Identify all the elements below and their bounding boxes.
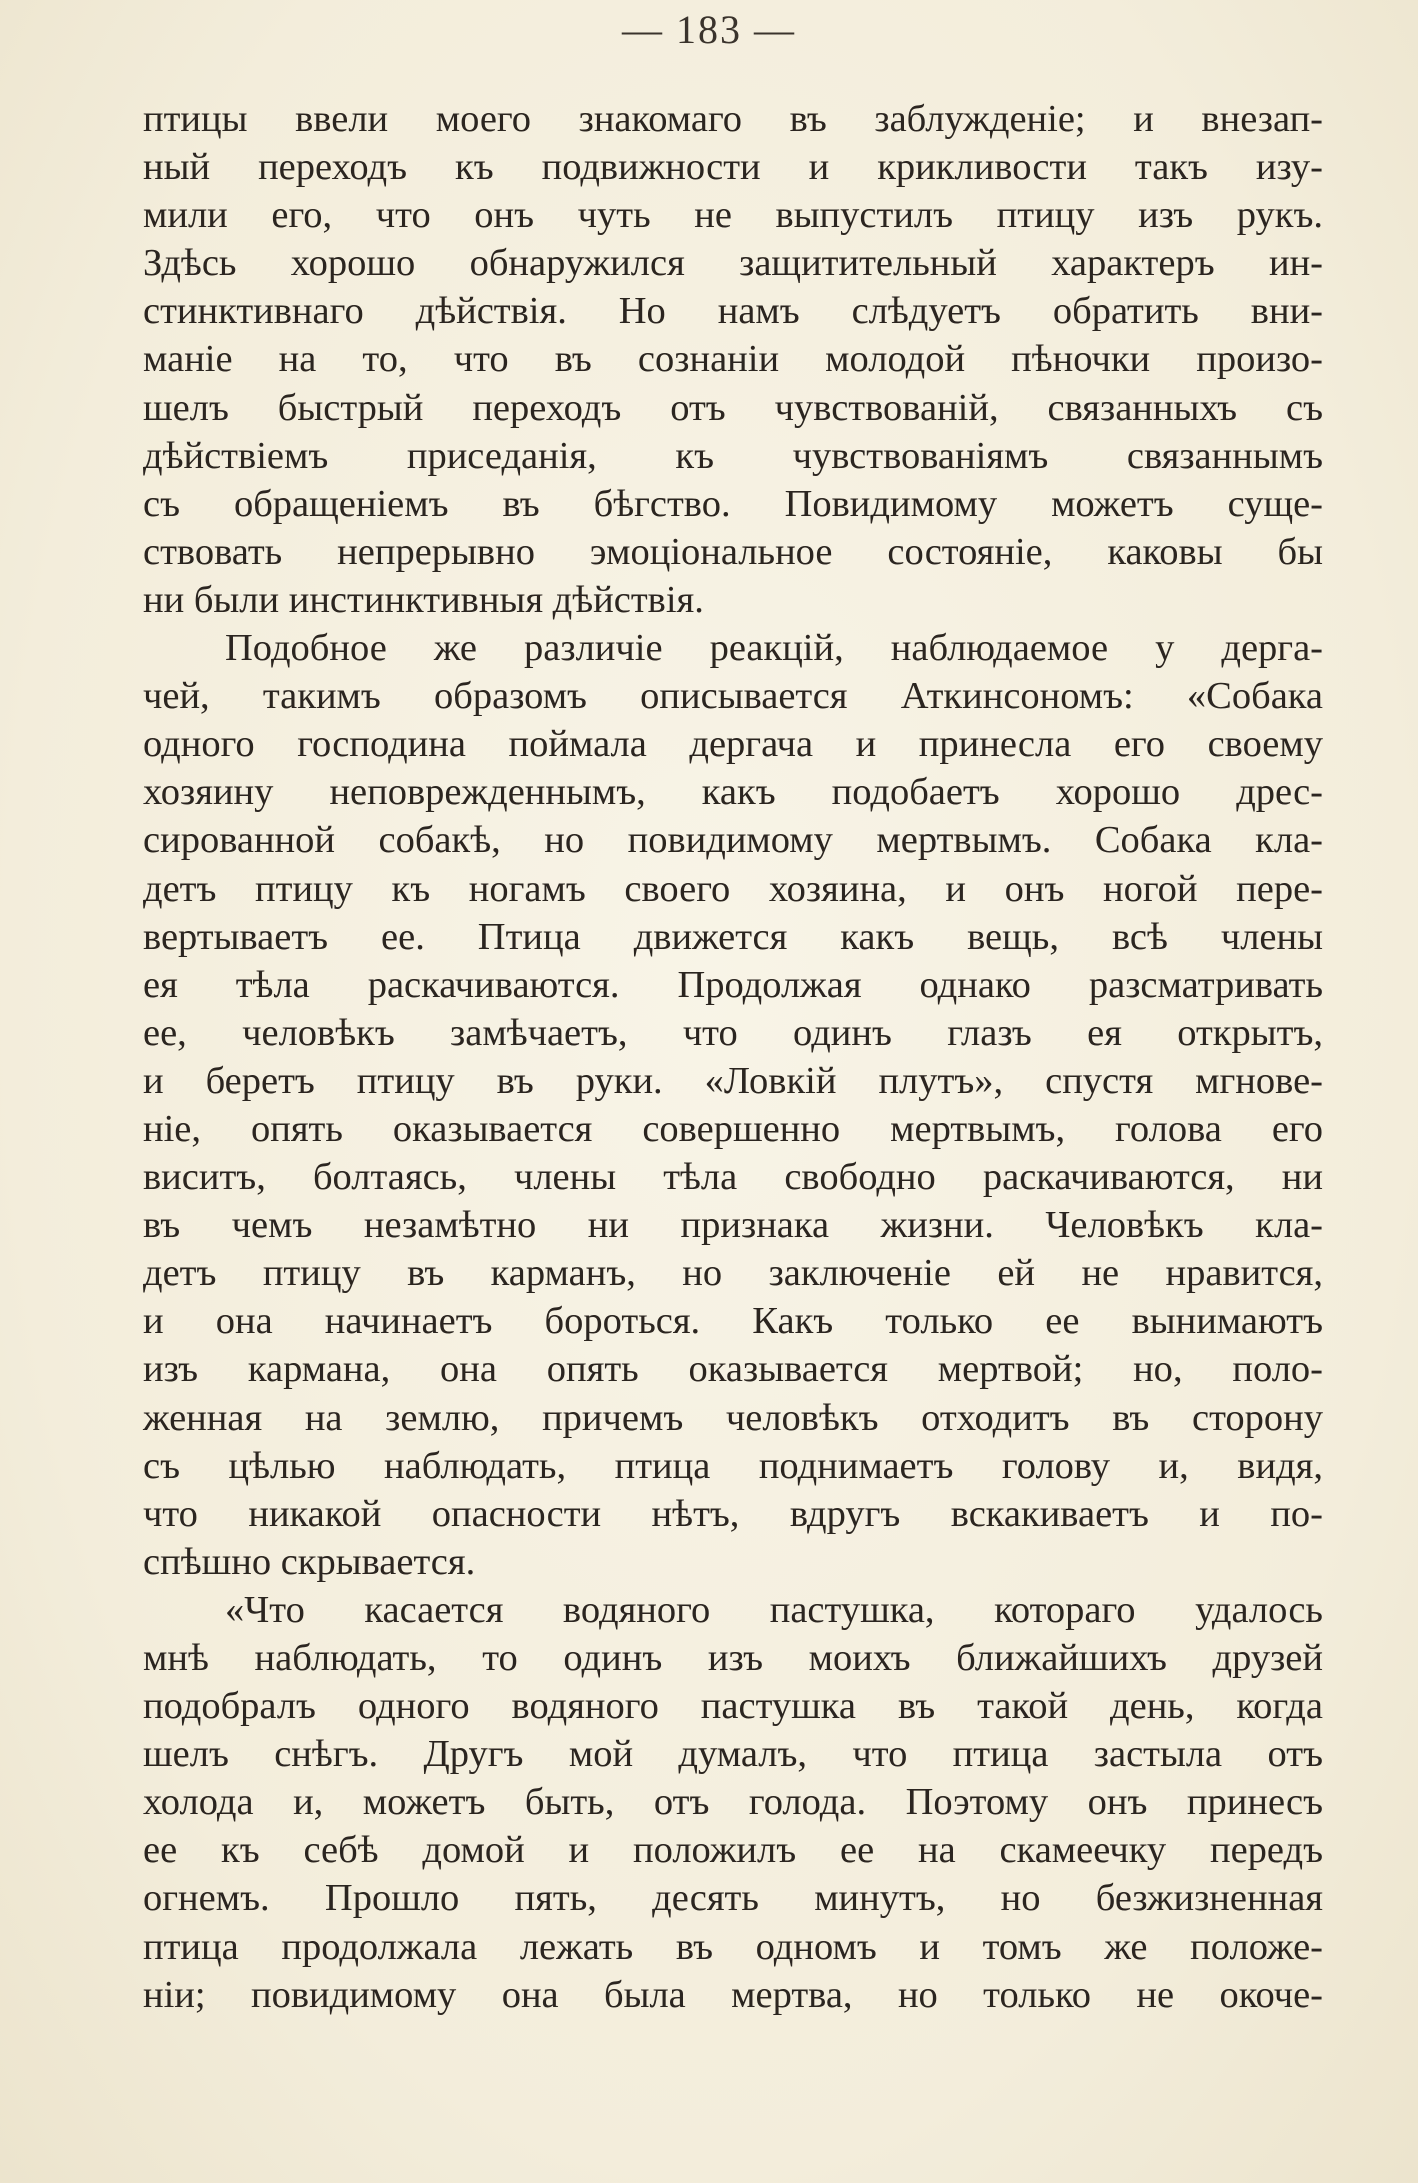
text-line: детъ птицу къ ногамъ своего хозяина, и онъ ногой пере-	[143, 867, 1323, 910]
text-line: и она начинаетъ бороться. Какъ только ее вынимаютъ	[143, 1300, 1323, 1343]
text-line: огнемъ. Прошло пять, десять минутъ, но безжизненная	[143, 1877, 1323, 1920]
text-line: шелъ снѣгъ. Другъ мой думалъ, что птица застыла отъ	[143, 1733, 1323, 1776]
text-line: ее къ себѣ домой и положилъ ее на скамеечку передъ	[143, 1829, 1323, 1872]
text-line: и беретъ птицу въ руки. «Ловкій плутъ», спустя мгнове-	[143, 1059, 1323, 1102]
text-line: ее, человѣкъ замѣчаетъ, что одинъ глазъ ея открытъ,	[143, 1011, 1323, 1054]
text-line: ніи; повидимому она была мертва, но только не окоче-	[143, 1973, 1323, 2016]
text-line: одного господина поймала дергача и принесла его своему	[143, 723, 1323, 766]
text-line: ніе, опять оказывается совершенно мертвымъ, голова его	[143, 1107, 1323, 1150]
text-line: птицы ввели моего знакомаго въ заблужденіе; и внезап-	[143, 98, 1323, 140]
text-line: шелъ быстрый переходъ отъ чувствованій, связанныхъ съ	[143, 386, 1323, 429]
text-line: маніе на то, что въ сознаніи молодой пѣночки произо-	[143, 338, 1323, 381]
text-line: что никакой опасности нѣтъ, вдругъ вскакиваетъ и по-	[143, 1492, 1323, 1535]
text-line: хозяину неповрежденнымъ, какъ подобаетъ хорошо дрес-	[143, 771, 1323, 814]
text-line: сированной собакѣ, но повидимому мертвымъ. Собака кла-	[143, 819, 1323, 862]
text-line: въ чемъ незамѣтно ни признака жизни. Человѣкъ кла-	[143, 1204, 1323, 1247]
text-line: мили его, что онъ чуть не выпустилъ птицу изъ рукъ.	[143, 194, 1323, 237]
text-line: птица продолжала лежать въ одномъ и томъ же положе-	[143, 1925, 1323, 1968]
text-line: Подобное же различіе реакцій, наблюдаемое у дерга-	[225, 627, 1323, 670]
text-line: холода и, можетъ быть, отъ голода. Поэтому онъ принесъ	[143, 1781, 1323, 1824]
paragraph	[143, 1586, 1323, 2019]
text-line: виситъ, болтаясь, члены тѣла свободно раскачиваются, ни	[143, 1156, 1323, 1199]
text-line: съ цѣлью наблюдать, птица поднимаетъ голову и, видя,	[143, 1444, 1323, 1487]
text-line: детъ птицу въ карманъ, но заключеніе ей не нравится,	[143, 1252, 1323, 1295]
text-line: Здѣсь хорошо обнаружился защитительный характеръ ин-	[143, 242, 1323, 285]
text-line: ни были инстинктивныя дѣйствія.	[143, 578, 704, 621]
paragraph	[143, 95, 1323, 624]
text-line: мнѣ наблюдать, то одинъ изъ моихъ ближайшихъ друзей	[143, 1637, 1323, 1679]
page-number: — 183 —	[622, 7, 796, 52]
text-line: съ обращеніемъ въ бѣгство. Повидимому можетъ суще-	[143, 482, 1323, 525]
text-line: ствовать непрерывно эмоціональное состояніе, каковы бы	[143, 530, 1323, 573]
text-line: подобралъ одного водяного пастушка въ такой день, когда	[143, 1685, 1323, 1728]
text-line: спѣшно скрывается.	[143, 1540, 476, 1583]
text-line: «Что касается водяного пастушка, котораго удалось	[225, 1588, 1323, 1631]
text-line: изъ кармана, она опять оказывается мертвой; но, поло-	[143, 1348, 1323, 1391]
text-line: стинктивнаго дѣйствія. Но намъ слѣдуетъ обратить вни-	[143, 290, 1323, 333]
text-line: вертываетъ ее. Птица движется какъ вещь, всѣ члены	[143, 915, 1323, 958]
text-line: чей, такимъ образомъ описывается Аткинсономъ: «Собака	[143, 675, 1323, 718]
text-line: ный переходъ къ подвижности и крикливости такъ изу-	[143, 146, 1323, 189]
body-text	[143, 95, 1323, 2019]
text-line: женная на землю, причемъ человѣкъ отходитъ въ сторону	[143, 1396, 1323, 1439]
paragraph	[143, 624, 1323, 1586]
text-line: ея тѣла раскачиваются. Продолжая однако разсматривать	[143, 963, 1323, 1006]
text-line: дѣйствіемъ приседанія, къ чувствованіямъ связаннымъ	[143, 434, 1323, 477]
